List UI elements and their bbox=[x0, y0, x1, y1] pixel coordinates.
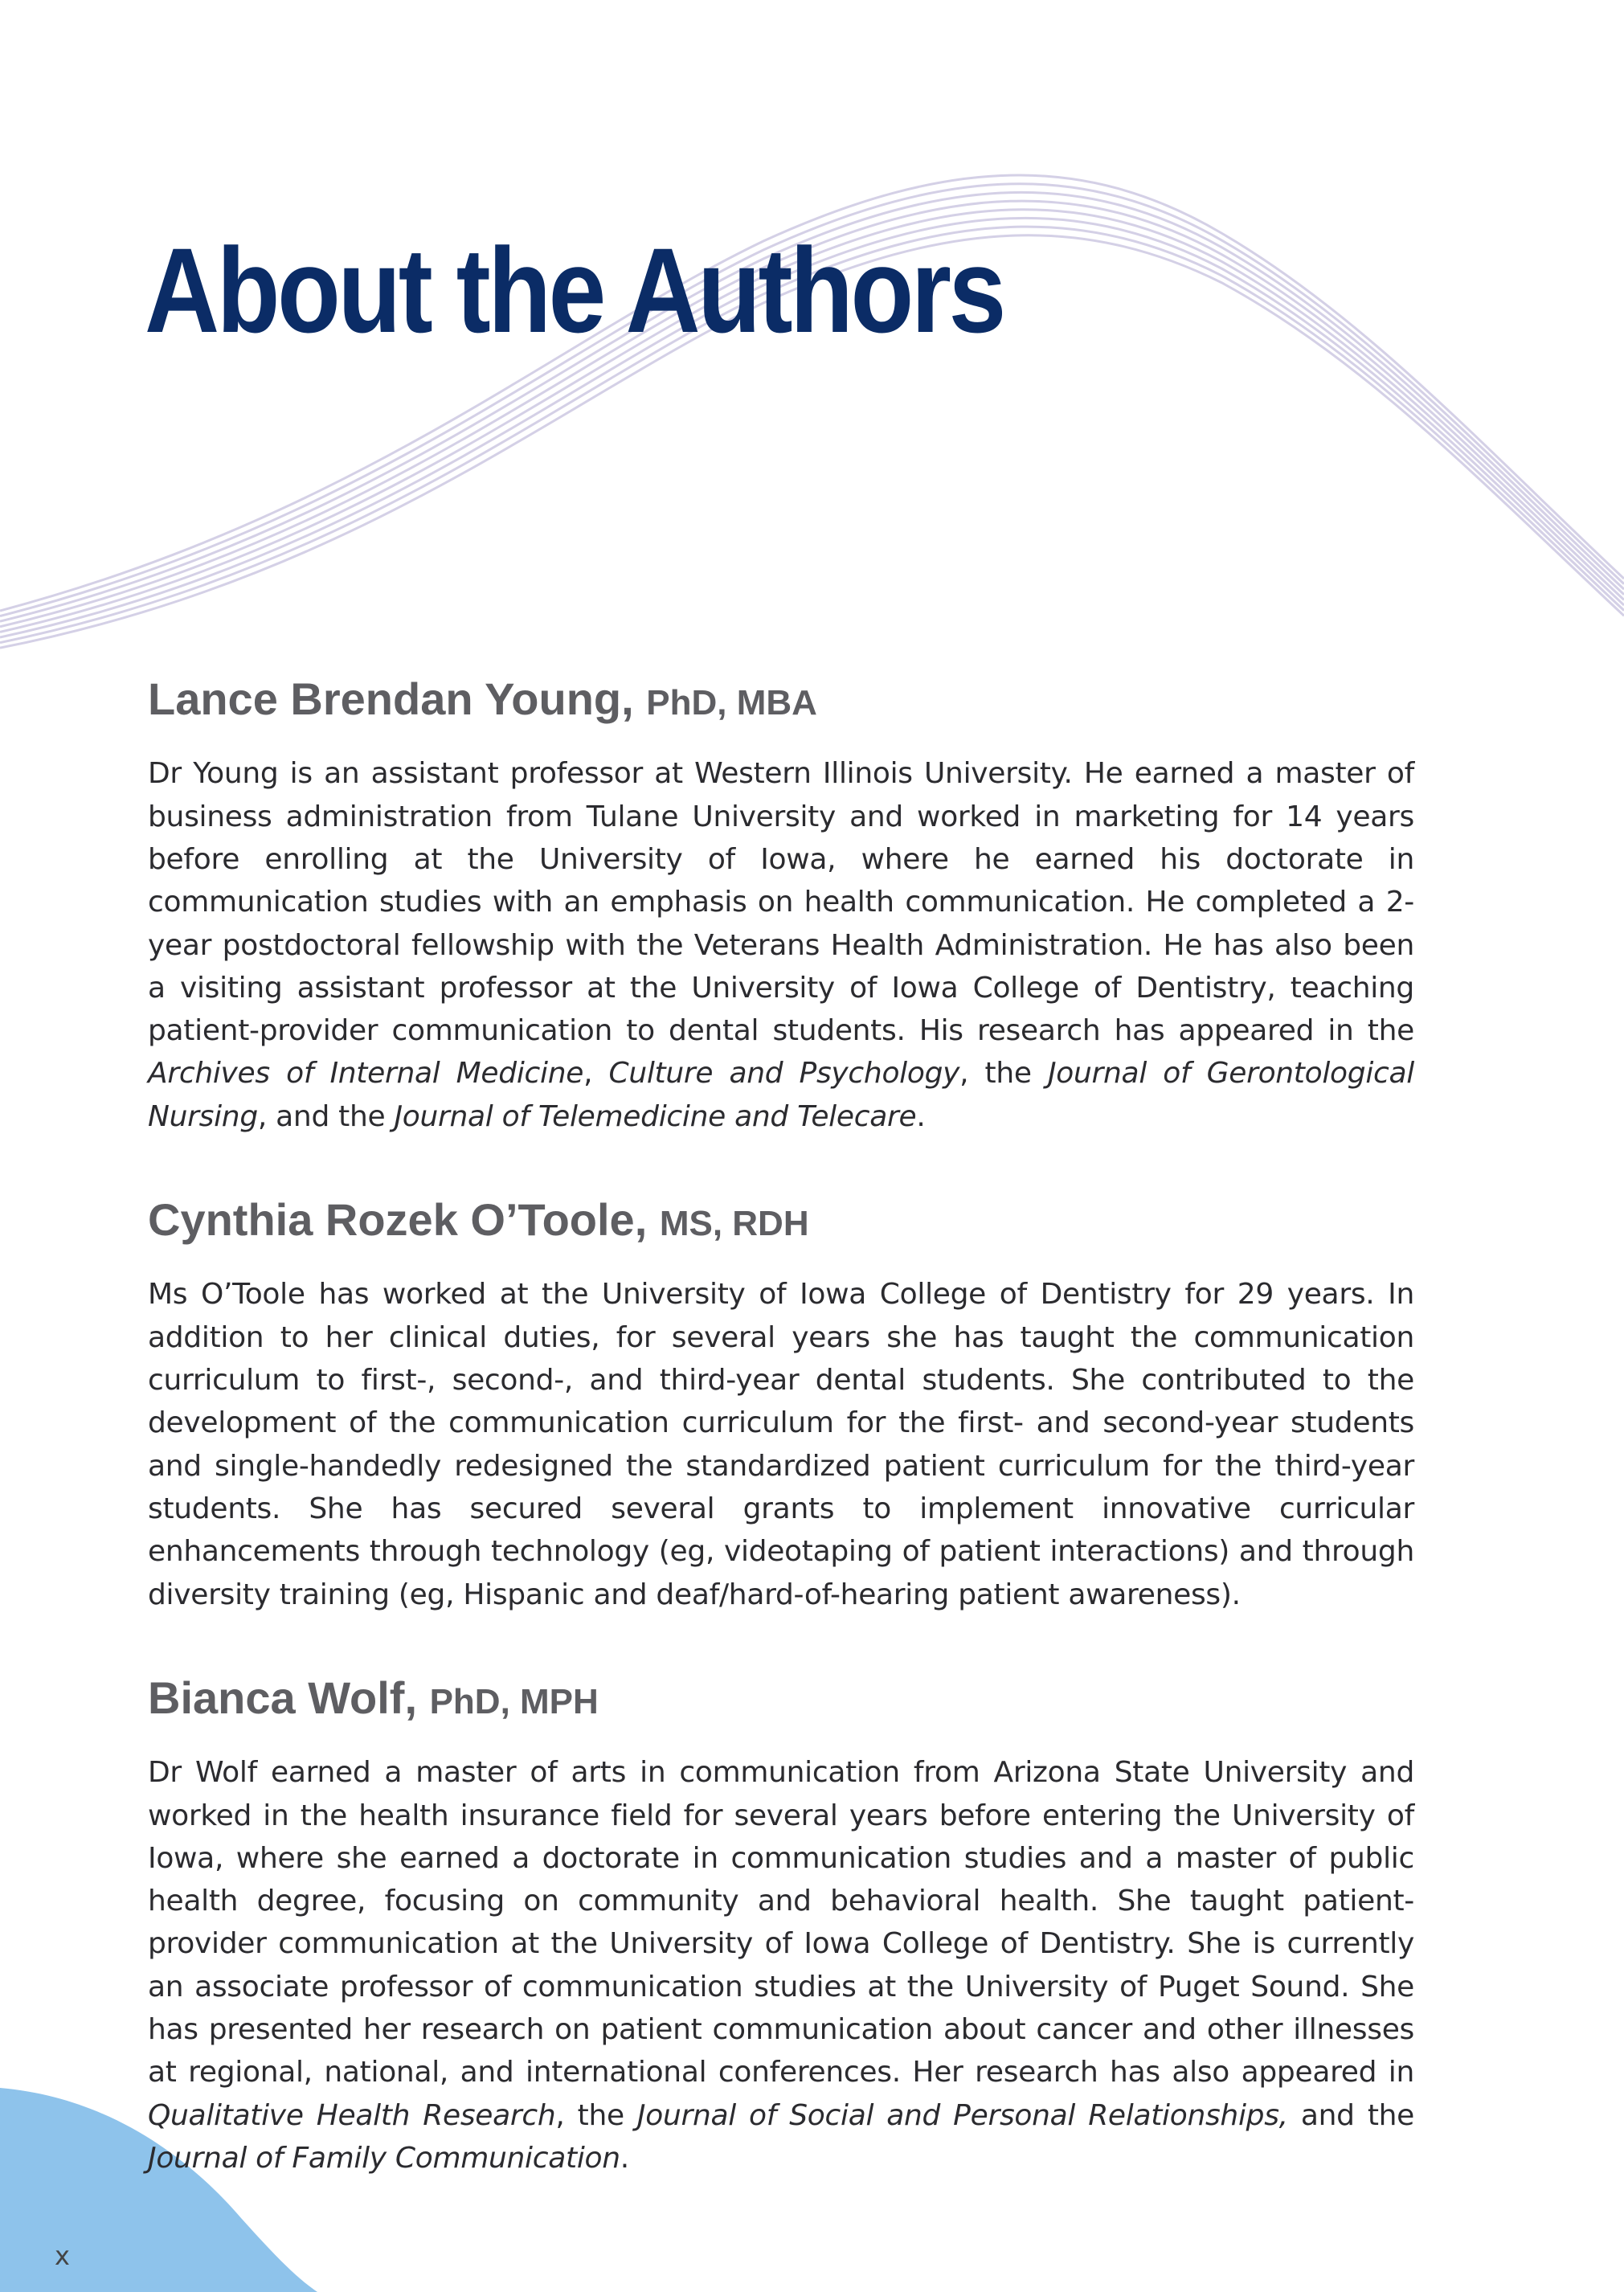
publication-title: Journal of Gerontological Nursing bbox=[148, 1057, 1414, 1133]
author-credentials: PhD, MBA bbox=[646, 683, 817, 722]
bio-text: . bbox=[916, 1099, 926, 1133]
author-section-wolf bbox=[148, 1672, 1414, 2179]
author-heading bbox=[148, 673, 1414, 725]
bio-text: , and the bbox=[257, 1099, 395, 1133]
bio-text: . bbox=[620, 2141, 629, 2175]
authors-list bbox=[148, 673, 1414, 2236]
author-heading bbox=[148, 1194, 1414, 1246]
bio-text: , the bbox=[959, 1057, 1048, 1091]
bio-text: , the bbox=[555, 2098, 637, 2132]
author-section-otoole bbox=[148, 1194, 1414, 1616]
bio-text: Ms O’Toole has worked at the University of Iowa College of Dentistry for 29 years. In addition to her clinical duties, for several years she has taught the communication curriculum to first-, second-, and third-year dental students. She contributed to the development of the communication curriculum for the first- and second-year students and single-handedly redesigned the standardized patient curriculum for the third-year students. She has secured several grants to implement innovative curricular enhancements through technology (eg, videotaping of patient interactions) and through diversity training (eg, Hispanic and deaf/hard-of-hearing patient awareness). bbox=[148, 1278, 1414, 1611]
page-number: x bbox=[55, 2241, 70, 2271]
author-name: Lance Brendan Young, bbox=[148, 673, 634, 724]
author-credentials: MS, RDH bbox=[659, 1204, 809, 1244]
publication-title: Archives of Internal Medicine bbox=[148, 1057, 584, 1091]
publication-title: Qualitative Health Research bbox=[148, 2098, 556, 2132]
author-bio bbox=[148, 752, 1414, 1138]
bio-text: , bbox=[583, 1057, 609, 1091]
author-section-young bbox=[148, 673, 1414, 1138]
bio-text: Dr Wolf earned a master of arts in communication from Arizona State University and worked in the health insurance field for several years before entering the University of Iowa, where she earned a doctorate in communication studies and a master of public health degree, focusing on community and behavioral health. She taught patient-provider communication at the University of Iowa College of Dentistry. She is currently an associate professor of communication studies at the University of Puget Sound. She has presented her research on patient communication about cancer and other illnesses at regional, national, and international conferences. Her research has also appeared in bbox=[148, 1756, 1414, 2089]
author-name: Bianca Wolf, bbox=[148, 1672, 418, 1723]
author-bio bbox=[148, 1751, 1414, 2179]
publication-title: Journal of Social and Personal Relationships, bbox=[636, 2098, 1288, 2132]
page-title: About the Authors bbox=[145, 223, 1004, 358]
author-name: Cynthia Rozek O’Toole, bbox=[148, 1194, 648, 1246]
publication-title: Journal of Telemedicine and Telecare bbox=[394, 1099, 917, 1133]
author-heading bbox=[148, 1672, 1414, 1724]
bio-text: and the bbox=[1287, 2098, 1415, 2132]
publication-title: Journal of Family Communication bbox=[148, 2141, 620, 2175]
bio-text: Dr Young is an assistant professor at Western Illinois University. He earned a master of business administration from Tulane University and worked in marketing for 14 years before enrolling at the University of Iowa, where he earned his doctorate in communication studies with an emphasis on health communication. He completed a 2-year postdoctoral fellowship with the Veterans Health Administration. He has also been a visiting assistant professor at the University of Iowa College of Dentistry, teaching patient-provider communication to dental students. His research has appeared in the bbox=[148, 757, 1414, 1048]
author-bio bbox=[148, 1273, 1414, 1615]
publication-title: Culture and Psychology bbox=[608, 1057, 960, 1091]
author-credentials: PhD, MPH bbox=[429, 1681, 599, 1721]
